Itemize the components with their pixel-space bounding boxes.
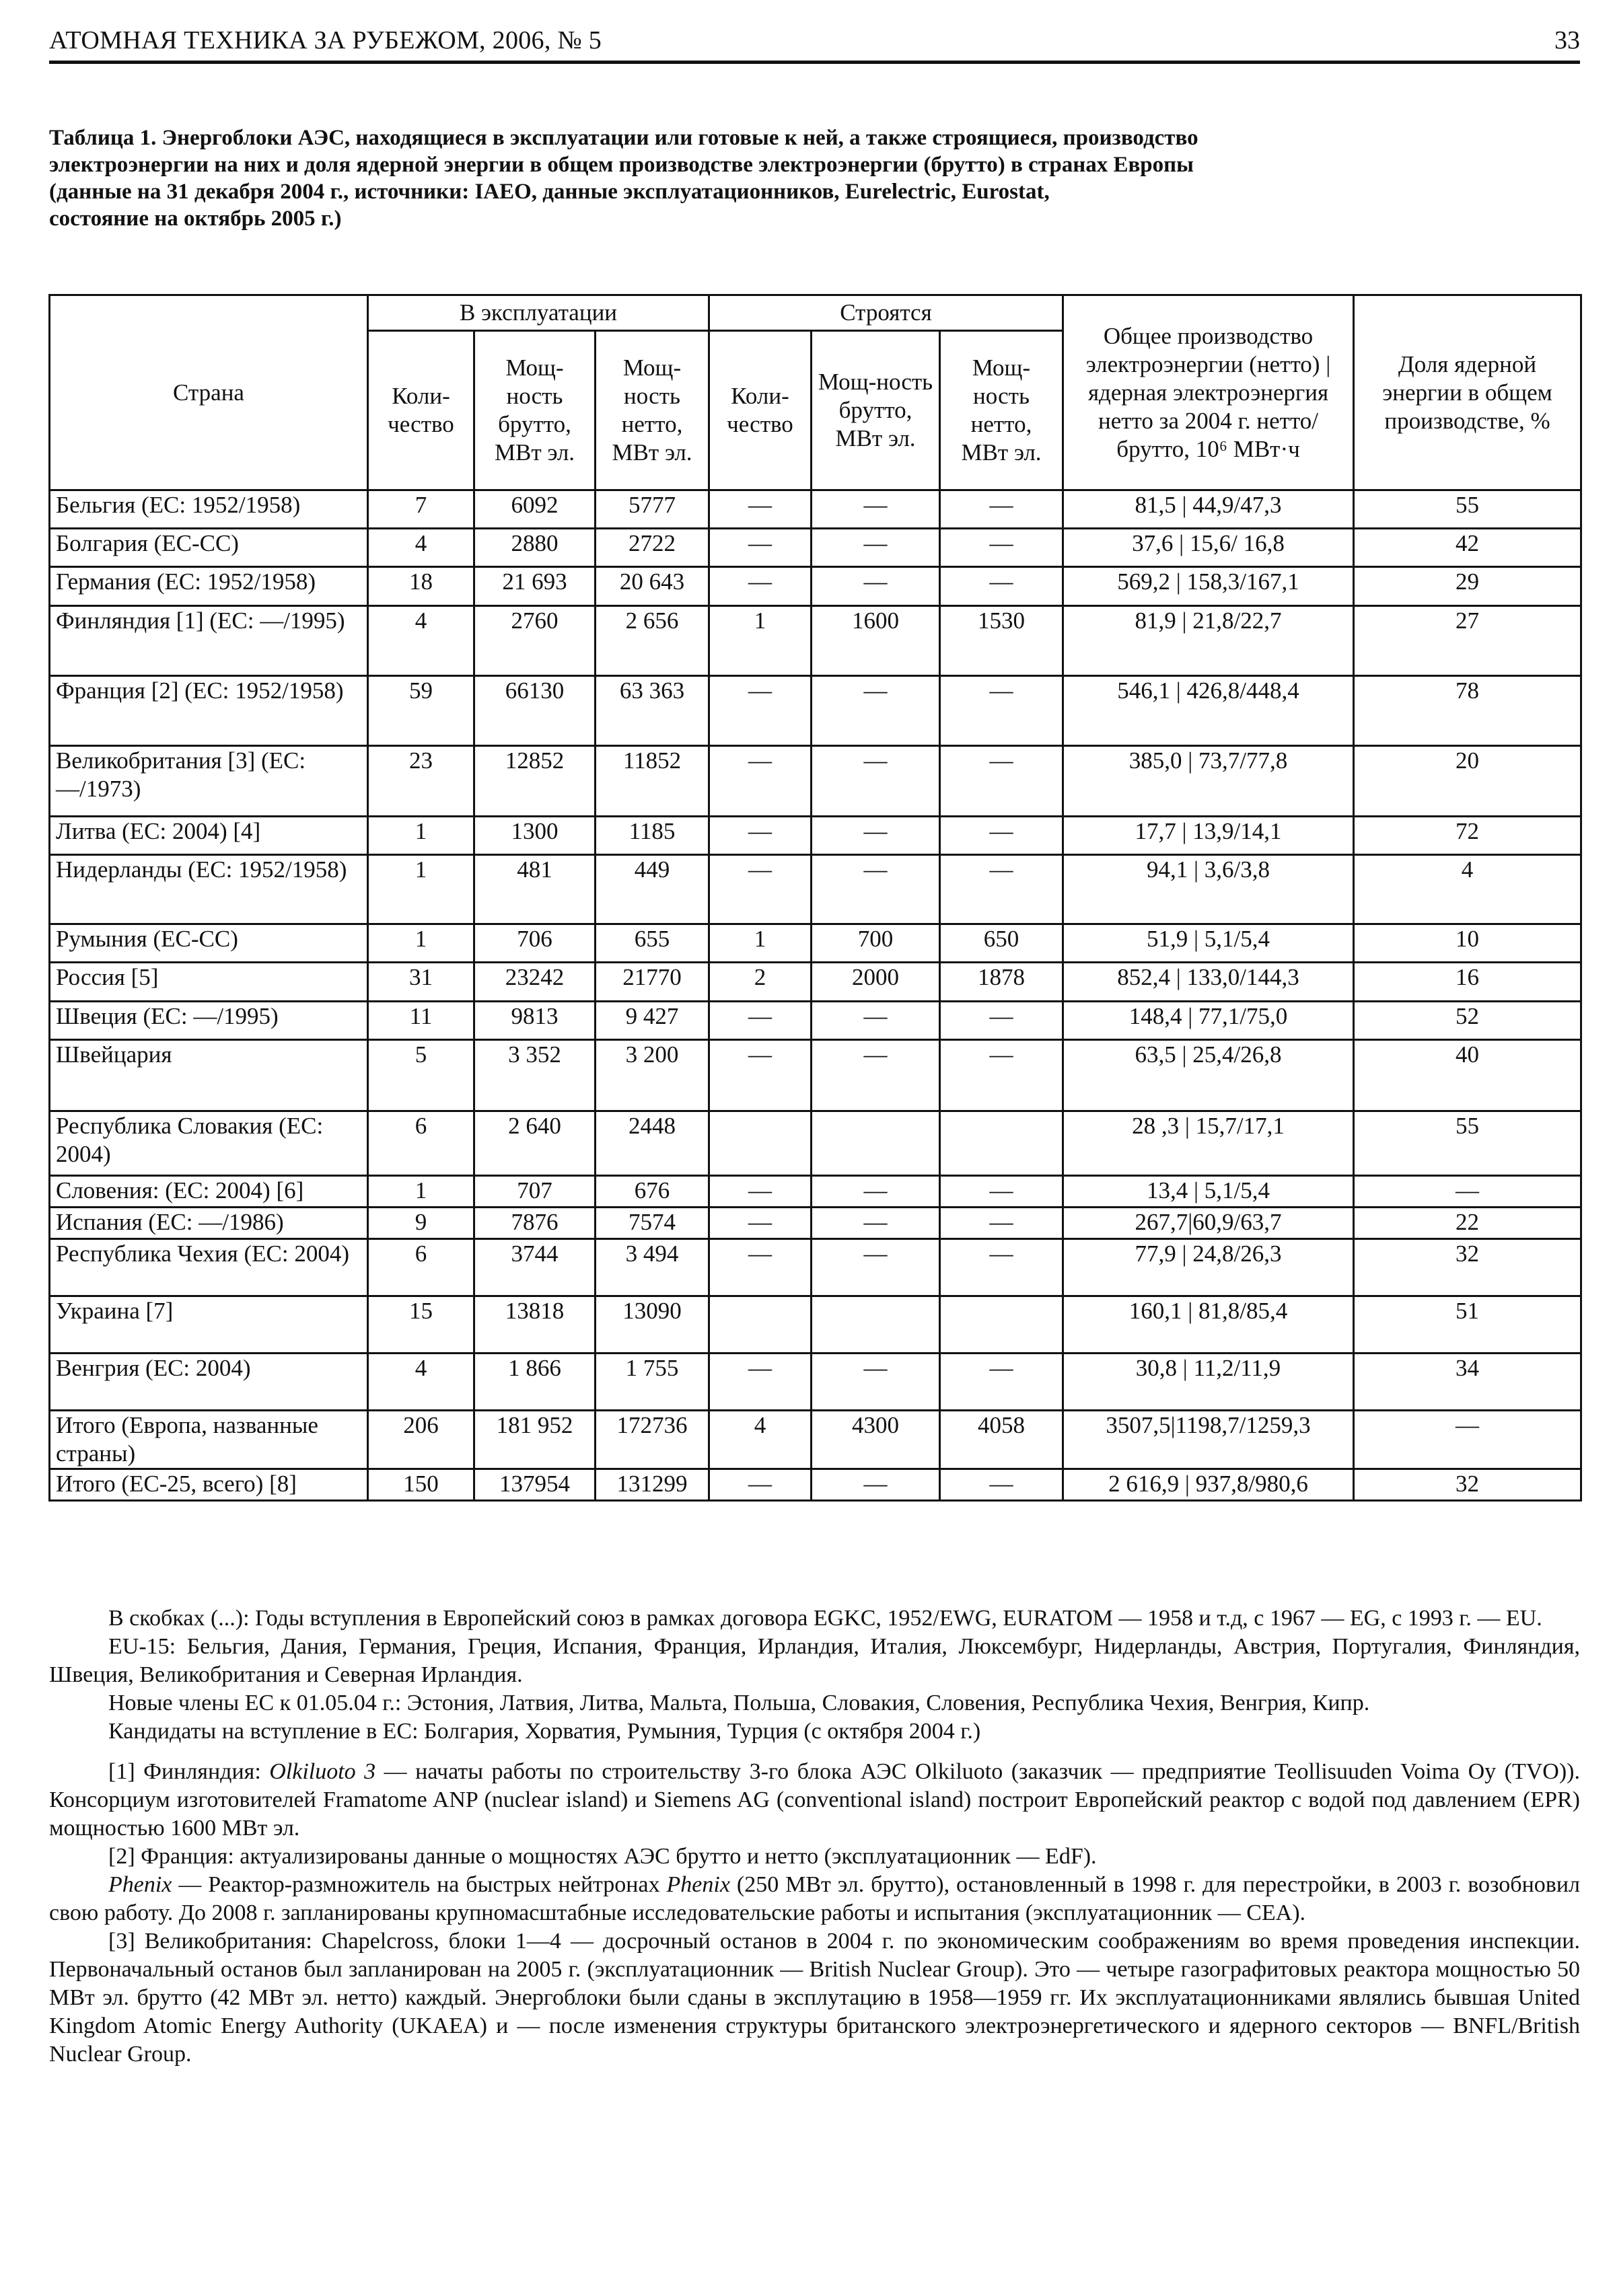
cell-op-count: 9 xyxy=(368,1208,474,1239)
cell-share: 34 xyxy=(1354,1354,1581,1411)
table-row xyxy=(50,1469,1581,1501)
table-row xyxy=(50,855,1581,924)
table-row xyxy=(50,1002,1581,1040)
cell-op-gross: 1 866 xyxy=(474,1354,596,1411)
cell-share: 20 xyxy=(1354,746,1581,817)
cell-production: 37,6 | 15,6/ 16,8 xyxy=(1063,529,1354,567)
cell-con-gross: — xyxy=(812,529,940,567)
cell-country: Итого (Европа, названные страны) xyxy=(50,1411,368,1469)
cell-op-count: 4 xyxy=(368,529,474,567)
cell-op-gross: 481 xyxy=(474,855,596,924)
cell-con-count: — xyxy=(709,1469,812,1501)
cell-con-gross: 2000 xyxy=(812,963,940,1002)
cell-con-count: — xyxy=(709,490,812,529)
cell-production: 94,1 | 3,6/3,8 xyxy=(1063,855,1354,924)
cell-con-gross: — xyxy=(812,1469,940,1501)
cell-con-count: — xyxy=(709,529,812,567)
cell-op-net: 449 xyxy=(596,855,709,924)
cell-con-gross: — xyxy=(812,567,940,606)
cell-con-gross: — xyxy=(812,1239,940,1296)
cell-op-count: 6 xyxy=(368,1239,474,1296)
cell-share: 22 xyxy=(1354,1208,1581,1239)
cell-op-net: 9 427 xyxy=(596,1002,709,1040)
note-brackets: В скобках (...): Годы вступления в Европейский союз в рамках договора EGKC, 1952/EWG, EURATOM — 1958 и т.д, с 1967 — EG, с 1993 г. — EU. xyxy=(108,1606,1542,1631)
table-body xyxy=(50,490,1581,1501)
cell-production: 160,1 | 81,8/85,4 xyxy=(1063,1296,1354,1354)
cell-con-net: 4058 xyxy=(940,1411,1063,1469)
cell-con-gross: — xyxy=(812,1208,940,1239)
cell-con-count: — xyxy=(709,855,812,924)
cell-op-net: 20 643 xyxy=(596,567,709,606)
cell-con-count: — xyxy=(709,1040,812,1111)
cell-op-count: 150 xyxy=(368,1469,474,1501)
cell-production: 3507,5|1198,7/1259,3 xyxy=(1063,1411,1354,1469)
cell-op-net: 5777 xyxy=(596,490,709,529)
cell-con-count: — xyxy=(709,1002,812,1040)
cell-country: Швейцария xyxy=(50,1040,368,1111)
cell-op-gross: 2760 xyxy=(474,606,596,676)
cell-con-net: — xyxy=(940,1354,1063,1411)
cell-country: Румыния (ЕС-СС) xyxy=(50,924,368,963)
cell-op-gross: 706 xyxy=(474,924,596,963)
cell-con-count: — xyxy=(709,817,812,855)
note-new-members: Новые члены ЕС к 01.05.04 г.: Эстония, Латвия, Литва, Мальта, Польша, Словакия, Словения, Республика Чехия, Венгрия, Кипр. xyxy=(108,1691,1370,1715)
cell-op-net: 655 xyxy=(596,924,709,963)
cell-con-count: — xyxy=(709,676,812,746)
cell-country: Нидерланды (ЕС: 1952/1958) xyxy=(50,855,368,924)
header-op-net: Мощ-ность нетто, МВт эл. xyxy=(596,331,709,490)
table-row xyxy=(50,1208,1581,1239)
cell-production: 17,7 | 13,9/14,1 xyxy=(1063,817,1354,855)
table-row xyxy=(50,1354,1581,1411)
cell-con-gross: — xyxy=(812,1040,940,1111)
phenix-italic: Phenix xyxy=(108,1872,172,1897)
cell-op-count: 15 xyxy=(368,1296,474,1354)
cell-op-count: 4 xyxy=(368,606,474,676)
cell-country: Республика Чехия (ЕС: 2004) xyxy=(50,1239,368,1296)
cell-con-count xyxy=(709,1296,812,1354)
cell-country: Россия [5] xyxy=(50,963,368,1002)
cell-op-gross: 2880 xyxy=(474,529,596,567)
note-candidates: Кандидаты на вступление в ЕС: Болгария, Хорватия, Румыния, Турция (с октября 2004 г.) xyxy=(108,1719,981,1744)
cell-country: Болгария (ЕС-СС) xyxy=(50,529,368,567)
cell-share: 32 xyxy=(1354,1239,1581,1296)
table-row xyxy=(50,1296,1581,1354)
table-row xyxy=(50,676,1581,746)
cell-op-count: 206 xyxy=(368,1411,474,1469)
cell-con-gross: — xyxy=(812,490,940,529)
cell-op-net: 131299 xyxy=(596,1469,709,1501)
cell-con-net: 1530 xyxy=(940,606,1063,676)
cell-con-count: 4 xyxy=(709,1411,812,1469)
cell-con-net: — xyxy=(940,1208,1063,1239)
cell-op-net: 2722 xyxy=(596,529,709,567)
header-nuclear-share: Доля ядерной энергии в общем производстве, % xyxy=(1354,295,1581,490)
cell-country: Словения: (ЕС: 2004) [6] xyxy=(50,1176,368,1208)
cell-op-count: 31 xyxy=(368,963,474,1002)
cell-share: 72 xyxy=(1354,817,1581,855)
cell-op-net: 11852 xyxy=(596,746,709,817)
caption-line: Таблица 1. Энергоблоки АЭС, находящиеся в эксплуатации или готовые к ней, а также строящиеся, производство xyxy=(49,126,1198,150)
cell-op-count: 1 xyxy=(368,924,474,963)
cell-share: 78 xyxy=(1354,676,1581,746)
cell-production: 569,2 | 158,3/167,1 xyxy=(1063,567,1354,606)
cell-op-gross: 3744 xyxy=(474,1239,596,1296)
phenix-mid: — Реактор-размножитель на быстрых нейтронах xyxy=(172,1872,667,1897)
page-header xyxy=(49,19,1580,66)
cell-con-net: 1878 xyxy=(940,963,1063,1002)
cell-con-gross: 700 xyxy=(812,924,940,963)
cell-country: Финляндия [1] (ЕС: —/1995) xyxy=(50,606,368,676)
cell-con-net: — xyxy=(940,490,1063,529)
table-caption xyxy=(49,124,1580,232)
cell-con-gross: — xyxy=(812,855,940,924)
table-row xyxy=(50,1111,1581,1176)
cell-con-count: 2 xyxy=(709,963,812,1002)
cell-op-gross: 66130 xyxy=(474,676,596,746)
cell-op-net: 172736 xyxy=(596,1411,709,1469)
cell-op-gross: 12852 xyxy=(474,746,596,817)
cell-con-net: — xyxy=(940,1469,1063,1501)
cell-con-gross: — xyxy=(812,676,940,746)
cell-con-count: — xyxy=(709,746,812,817)
caption-line: электроэнергии на них и доля ядерной энергии в общем производстве электроэнергии (брутто) в странах Европы xyxy=(49,153,1194,177)
cell-country: Венгрия (ЕС: 2004) xyxy=(50,1354,368,1411)
table-row xyxy=(50,1411,1581,1469)
cell-con-net: — xyxy=(940,746,1063,817)
cell-op-gross: 137954 xyxy=(474,1469,596,1501)
table-row xyxy=(50,963,1581,1002)
journal-title: АТОМНАЯ ТЕХНИКА ЗА РУБЕЖОМ, 2006, № 5 xyxy=(49,26,602,54)
table-row xyxy=(50,567,1581,606)
phenix-italic-2: Phenix xyxy=(666,1872,730,1897)
cell-con-net: — xyxy=(940,676,1063,746)
cell-share: 27 xyxy=(1354,606,1581,676)
table-row xyxy=(50,817,1581,855)
cell-country: Украина [7] xyxy=(50,1296,368,1354)
cell-share: 32 xyxy=(1354,1469,1581,1501)
header-con-gross: Мощ-ность брутто, МВт эл. xyxy=(812,331,940,490)
header-con-net: Мощ-ность нетто, МВт эл. xyxy=(940,331,1063,490)
cell-country: Великобритания [3] (ЕС: —/1973) xyxy=(50,746,368,817)
cell-country: Республика Словакия (ЕС: 2004) xyxy=(50,1111,368,1176)
cell-con-gross: — xyxy=(812,1002,940,1040)
cell-share: 55 xyxy=(1354,490,1581,529)
cell-op-gross: 13818 xyxy=(474,1296,596,1354)
cell-op-net: 2448 xyxy=(596,1111,709,1176)
cell-country: Бельгия (ЕС: 1952/1958) xyxy=(50,490,368,529)
nuclear-units-table xyxy=(48,294,1582,1502)
cell-con-net: — xyxy=(940,1002,1063,1040)
cell-op-count: 4 xyxy=(368,1354,474,1411)
cell-con-net: — xyxy=(940,1239,1063,1296)
table-row xyxy=(50,746,1581,817)
cell-op-net: 21770 xyxy=(596,963,709,1002)
cell-con-count: 1 xyxy=(709,924,812,963)
cell-production: 77,9 | 24,8/26,3 xyxy=(1063,1239,1354,1296)
cell-con-gross: — xyxy=(812,817,940,855)
cell-share: 10 xyxy=(1354,924,1581,963)
cell-share: 52 xyxy=(1354,1002,1581,1040)
cell-op-net: 2 656 xyxy=(596,606,709,676)
cell-op-count: 1 xyxy=(368,817,474,855)
cell-op-gross: 7876 xyxy=(474,1208,596,1239)
cell-share: 16 xyxy=(1354,963,1581,1002)
cell-op-net: 13090 xyxy=(596,1296,709,1354)
cell-con-count: 1 xyxy=(709,606,812,676)
table-row xyxy=(50,606,1581,676)
cell-production: 2 616,9 | 937,8/980,6 xyxy=(1063,1469,1354,1501)
cell-production: 28 ,3 | 15,7/17,1 xyxy=(1063,1111,1354,1176)
table-row xyxy=(50,1040,1581,1111)
cell-production: 267,7|60,9/63,7 xyxy=(1063,1208,1354,1239)
cell-share: 29 xyxy=(1354,567,1581,606)
cell-con-count: — xyxy=(709,1239,812,1296)
table-row xyxy=(50,1239,1581,1296)
cell-op-count: 59 xyxy=(368,676,474,746)
cell-share: 40 xyxy=(1354,1040,1581,1111)
cell-share: — xyxy=(1354,1176,1581,1208)
cell-op-count: 6 xyxy=(368,1111,474,1176)
cell-op-gross: 3 352 xyxy=(474,1040,596,1111)
cell-country: Франция [2] (ЕС: 1952/1958) xyxy=(50,676,368,746)
cell-con-count: — xyxy=(709,567,812,606)
cell-op-count: 23 xyxy=(368,746,474,817)
cell-op-count: 18 xyxy=(368,567,474,606)
cell-op-count: 1 xyxy=(368,1176,474,1208)
header-country: Страна xyxy=(50,295,368,490)
cell-country: Германия (ЕС: 1952/1958) xyxy=(50,567,368,606)
footnote-1 xyxy=(49,1758,1580,1843)
caption-line: состояние на октябрь 2005 г.) xyxy=(49,207,342,231)
cell-con-gross: — xyxy=(812,746,940,817)
header-con-count: Коли-чество xyxy=(709,331,812,490)
cell-op-net: 7574 xyxy=(596,1208,709,1239)
footnote-phenix xyxy=(49,1871,1580,1927)
cell-con-count: — xyxy=(709,1354,812,1411)
cell-op-net: 63 363 xyxy=(596,676,709,746)
cell-country: Литва (ЕС: 2004) [4] xyxy=(50,817,368,855)
cell-op-net: 1185 xyxy=(596,817,709,855)
cell-con-gross: 4300 xyxy=(812,1411,940,1469)
footnote-2: [2] Франция: актуализированы данные о мощностях АЭС брутто и нетто (эксплуатационник — EdF). xyxy=(108,1844,1097,1869)
cell-production: 81,5 | 44,9/47,3 xyxy=(1063,490,1354,529)
cell-con-net: — xyxy=(940,1176,1063,1208)
cell-op-net: 3 494 xyxy=(596,1239,709,1296)
phenix-text: (250 МВт эл. брутто), остановленный в 1998 г. для перестройки, в 2003 г. возобновил свою работу. До 2008 г. запланированы крупномасштабные исследовательские работы и испытания (эксплуатационник — CEA). xyxy=(49,1872,1580,1925)
cell-production: 13,4 | 5,1/5,4 xyxy=(1063,1176,1354,1208)
cell-op-gross: 9813 xyxy=(474,1002,596,1040)
page-number: 33 xyxy=(1554,26,1580,54)
table-row xyxy=(50,1176,1581,1208)
cell-production: 546,1 | 426,8/448,4 xyxy=(1063,676,1354,746)
cell-op-net: 3 200 xyxy=(596,1040,709,1111)
cell-share: 42 xyxy=(1354,529,1581,567)
cell-op-gross: 1300 xyxy=(474,817,596,855)
cell-con-net: — xyxy=(940,855,1063,924)
cell-con-net: — xyxy=(940,817,1063,855)
cell-op-gross: 2 640 xyxy=(474,1111,596,1176)
footnote-3: [3] Великобритания: Chapelcross, блоки 1—4 — досрочный останов в 2004 г. по экономическим соображениям во время проведения инспекции. Первоначальный останов был запланирован на 2005 г. (эксплуатационник — British Nuclear Group). Это — четыре газографитовых реактора мощностью 50 МВт эл. брутто (42 МВт эл. нетто) каждый. Энергоблоки были сданы в эксплутацию в 1958—1959 гг. Их эксплуатационниками являлись бывшая United Kingdom Atomic Energy Authority (UKAEA) и — после изменения структуры британского электроэнергетического и ядерного секторов — BNFL/British Nuclear Group. xyxy=(49,1929,1580,2067)
cell-country: Испания (ЕС: —/1986) xyxy=(50,1208,368,1239)
header-rule xyxy=(49,61,1580,64)
header-in-operation: В эксплуатации xyxy=(368,295,709,331)
cell-op-gross: 21 693 xyxy=(474,567,596,606)
cell-country: Итого (ЕС-25, всего) [8] xyxy=(50,1469,368,1501)
header-op-gross: Мощ-ность брутто, МВт эл. xyxy=(474,331,596,490)
cell-con-gross: 1600 xyxy=(812,606,940,676)
cell-op-count: 5 xyxy=(368,1040,474,1111)
cell-con-gross xyxy=(812,1111,940,1176)
cell-op-net: 676 xyxy=(596,1176,709,1208)
cell-con-net: — xyxy=(940,529,1063,567)
cell-con-count: — xyxy=(709,1208,812,1239)
footnotes xyxy=(49,1604,1580,2069)
cell-op-count: 11 xyxy=(368,1002,474,1040)
cell-op-gross: 707 xyxy=(474,1176,596,1208)
cell-share: 55 xyxy=(1354,1111,1581,1176)
cell-production: 385,0 | 73,7/77,8 xyxy=(1063,746,1354,817)
cell-op-gross: 23242 xyxy=(474,963,596,1002)
cell-op-count: 1 xyxy=(368,855,474,924)
cell-share: 4 xyxy=(1354,855,1581,924)
table-row xyxy=(50,924,1581,963)
cell-share: 51 xyxy=(1354,1296,1581,1354)
cell-con-gross: — xyxy=(812,1354,940,1411)
cell-op-gross: 181 952 xyxy=(474,1411,596,1469)
cell-con-net xyxy=(940,1296,1063,1354)
cell-production: 81,9 | 21,8/22,7 xyxy=(1063,606,1354,676)
cell-production: 148,4 | 77,1/75,0 xyxy=(1063,1002,1354,1040)
header-under-construction: Строятся xyxy=(709,295,1063,331)
cell-op-count: 7 xyxy=(368,490,474,529)
cell-country: Швеция (ЕС: —/1995) xyxy=(50,1002,368,1040)
footnote-1-prefix: [1] Финляндия: xyxy=(108,1759,270,1784)
cell-con-net: 650 xyxy=(940,924,1063,963)
header-op-count: Коли-чество xyxy=(368,331,474,490)
note-eu15: EU-15: Бельгия, Дания, Германия, Греция, Испания, Франция, Ирландия, Италия, Люксембург, Нидерланды, Австрия, Португалия, Финляндия, Швеция, Великобритания и Северная Ирландия. xyxy=(49,1634,1580,1687)
cell-con-count xyxy=(709,1111,812,1176)
header-total-production: Общее производство электроэнергии (нетто) | ядерная электроэнергия нетто за 2004 г. нетто/брутто, 10⁶ МВт·ч xyxy=(1063,295,1354,490)
caption-line: (данные на 31 декабря 2004 г., источники: IAEO, данные эксплуатационников, Eurelectric, Eurostat, xyxy=(49,180,1050,204)
cell-con-net: — xyxy=(940,1040,1063,1111)
cell-op-gross: 6092 xyxy=(474,490,596,529)
footnote-1-italic: Olkiluoto 3 xyxy=(269,1759,376,1784)
cell-production: 51,9 | 5,1/5,4 xyxy=(1063,924,1354,963)
table-row xyxy=(50,490,1581,529)
table-row xyxy=(50,529,1581,567)
cell-production: 63,5 | 25,4/26,8 xyxy=(1063,1040,1354,1111)
cell-con-net: — xyxy=(940,567,1063,606)
footnote-1-text: — начаты работы по строительству 3-го блока АЭС Olkiluoto (заказчик — предприятие Teollisuuden Voima Oy (TVO)). Консорциум изготовителей Framatome ANP (nuclear island) и Siemens AG (conventional island) построит Европейский реактор с водой под давлением (EPR) мощностью 1600 МВт эл. xyxy=(49,1759,1580,1841)
cell-con-gross: — xyxy=(812,1176,940,1208)
cell-con-count: — xyxy=(709,1176,812,1208)
cell-production: 852,4 | 133,0/144,3 xyxy=(1063,963,1354,1002)
cell-op-net: 1 755 xyxy=(596,1354,709,1411)
cell-con-gross xyxy=(812,1296,940,1354)
cell-production: 30,8 | 11,2/11,9 xyxy=(1063,1354,1354,1411)
cell-share: — xyxy=(1354,1411,1581,1469)
cell-con-net xyxy=(940,1111,1063,1176)
